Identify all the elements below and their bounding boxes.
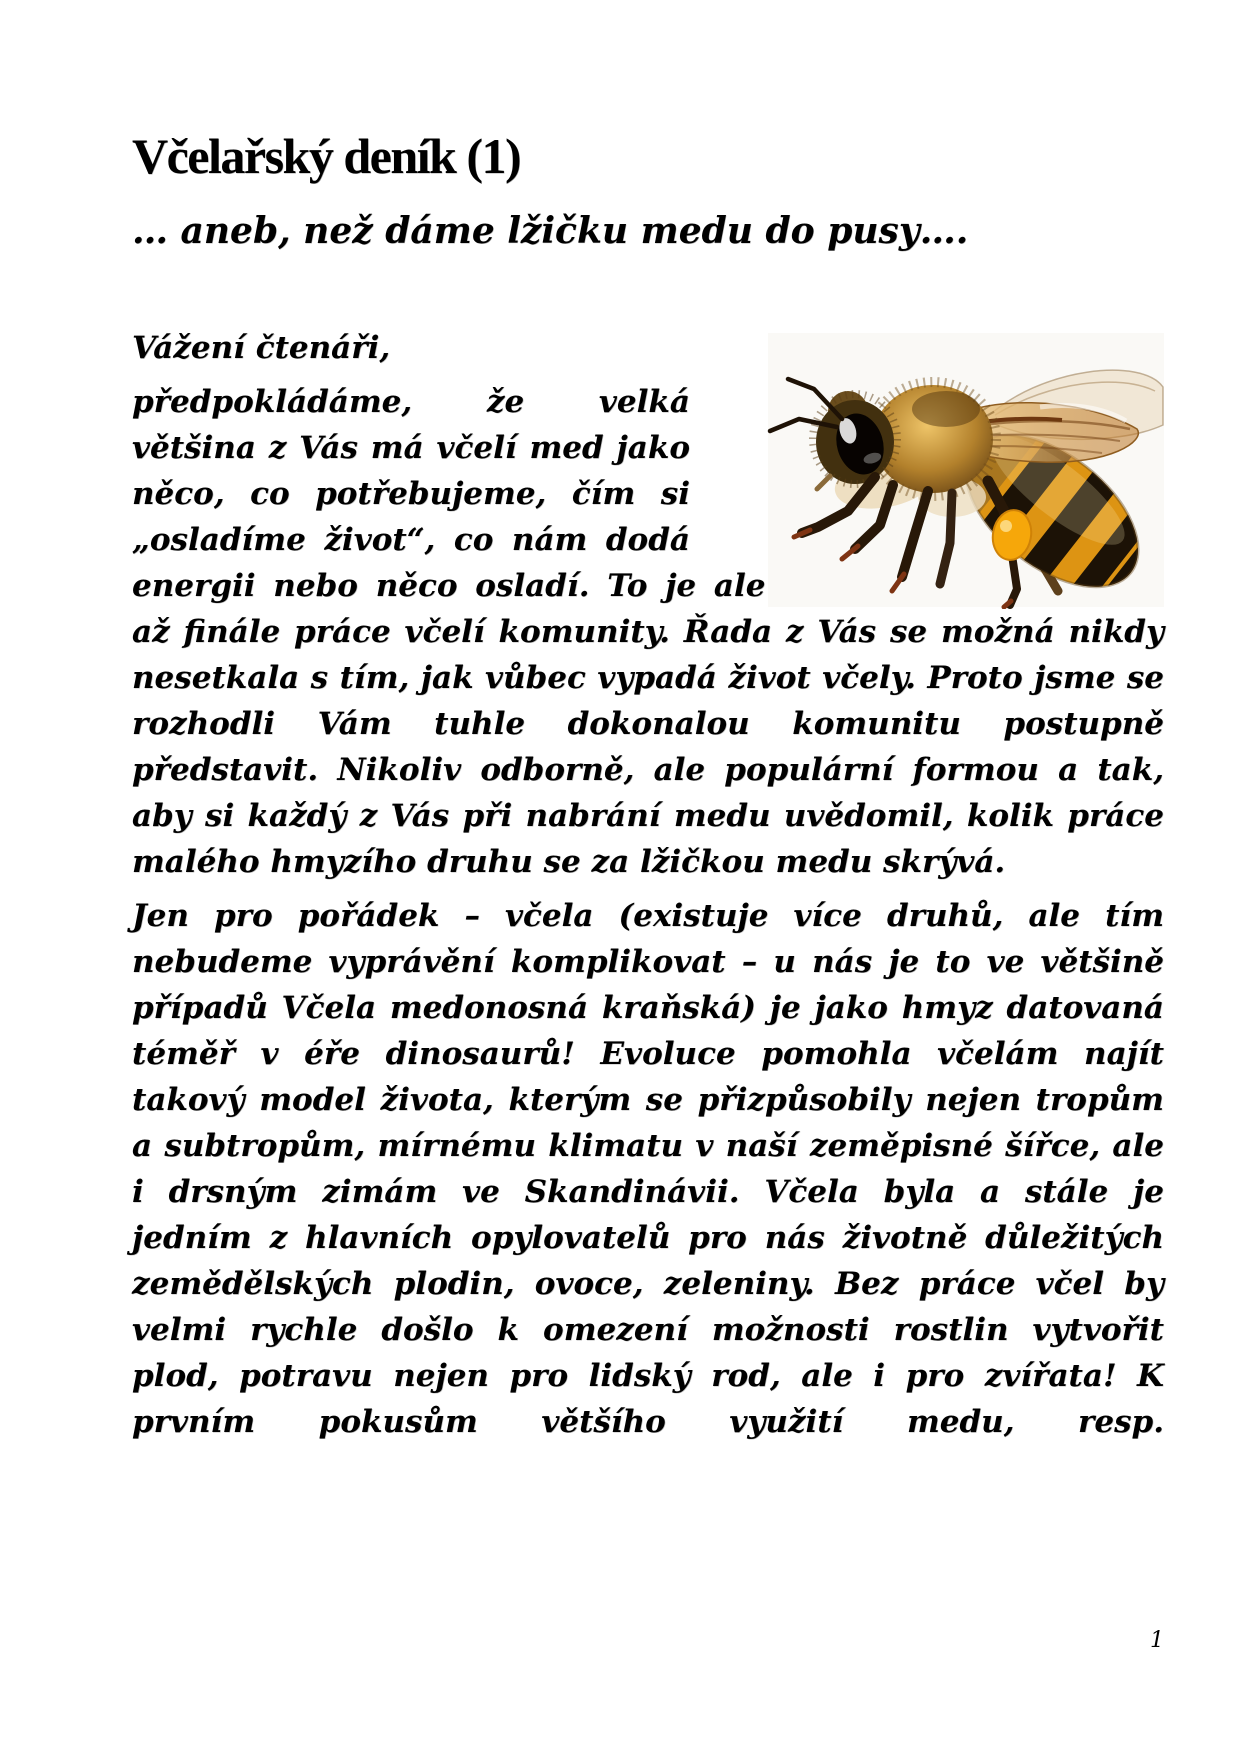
page-number: 1 xyxy=(1150,1628,1164,1653)
paragraph-1: předpokládáme, že velká většina z Vás má včelí med jako něco, co potřebujeme, čím si „osladíme život“, co nám dodá energii nebo něco osladí. To je ale až finále práce včelí komunity. Řada z Vás se možná nikdy nesetkala s tím, jak vůbec vypadá život včely. Proto jsme se rozhodli Vám tuhle dokonalou komunitu postupně představit. Nikoliv odborně, ale populární formou a tak, aby si každý z Vás při nabrání medu uvědomil, kolik práce malého hmyzího druhu se za lžičkou medu skrývá. xyxy=(132,384,1164,881)
paragraph-2: Jen pro pořádek – včela (existuje více druhů, ale tím nebudeme vyprávění komplikovat – u nás je to ve většině případů Včela medonosná kraňská) je jako hmyz datovaná téměř v éře dinosaurů! Evoluce pomohla včelám najít takový model života, kterým se přizpůsobily nejen tropům a subtropům, mírnému klimatu v naší zeměpisné šířce, ale i drsným zimám ve Skandinávii. Včela byla a stále je jedním z hlavních opylovatelů pro nás životně důležitých zemědělských plodin, ovoce, zeleniny. Bez práce včel by velmi rychle došlo k omezení možnosti rostlin vytvořit plod, potravu nejen pro lidský rod, ale i pro zvířata! K prvním pokusům většího využití medu, resp. xyxy=(132,898,1164,1441)
page-subtitle: … aneb, než dáme lžičku medu do pusy…. xyxy=(132,210,969,252)
page-content xyxy=(132,128,1164,1453)
page-title: Včelařský deník (1) xyxy=(132,128,521,184)
salutation: Vážení čtenáři, xyxy=(132,330,391,367)
document-body xyxy=(132,325,1164,1445)
